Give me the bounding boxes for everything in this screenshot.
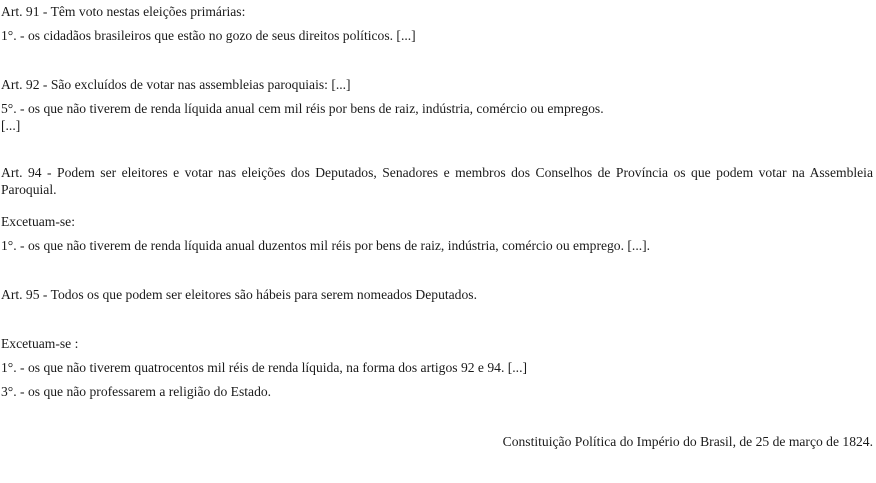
art94-exception-label: Excetuam-se: xyxy=(1,214,75,229)
art91-item-1: 1°. - os cidadãos brasileiros que estão no gozo de seus direitos políticos. [...] xyxy=(1,28,416,43)
art95-item-3: 3°. - os que não professarem a religião do Estado. xyxy=(1,384,272,399)
art92-heading: Art. 92 - São excluídos de votar nas assembleias paroquiais: [...] xyxy=(1,77,351,92)
art94-heading: Art. 94 - Podem ser eleitores e votar nas eleições dos Deputados, Senadores e membros dos Conselhos de Província os que podem votar na Assembleia Paroquial. xyxy=(1,165,873,197)
art92-item-5: 5°. - os que não tiverem de renda líquida anual cem mil réis por bens de raiz, indústria, comércio ou empregos. xyxy=(1,101,604,116)
source-citation: Constituição Política do Império do Brasil, de 25 de março de 1824. xyxy=(502,434,873,449)
art94-item-1: 1°. - os que não tiverem de renda líquida anual duzentos mil réis por bens de raiz, indústria, comércio ou emprego. [...]. xyxy=(1,238,651,253)
art95-heading: Art. 95 - Todos os que podem ser eleitores são hábeis para serem nomeados Deputados. xyxy=(1,287,477,302)
art95-exception-label: Excetuam-se : xyxy=(1,336,79,351)
art95-item-1: 1°. - os que não tiverem quatrocentos mil réis de renda líquida, na forma dos artigos 92 e 94. [...] xyxy=(1,360,528,375)
art92-ellipsis: [...] xyxy=(1,118,21,133)
art91-heading: Art. 91 - Têm voto nestas eleições primárias: xyxy=(1,4,246,19)
